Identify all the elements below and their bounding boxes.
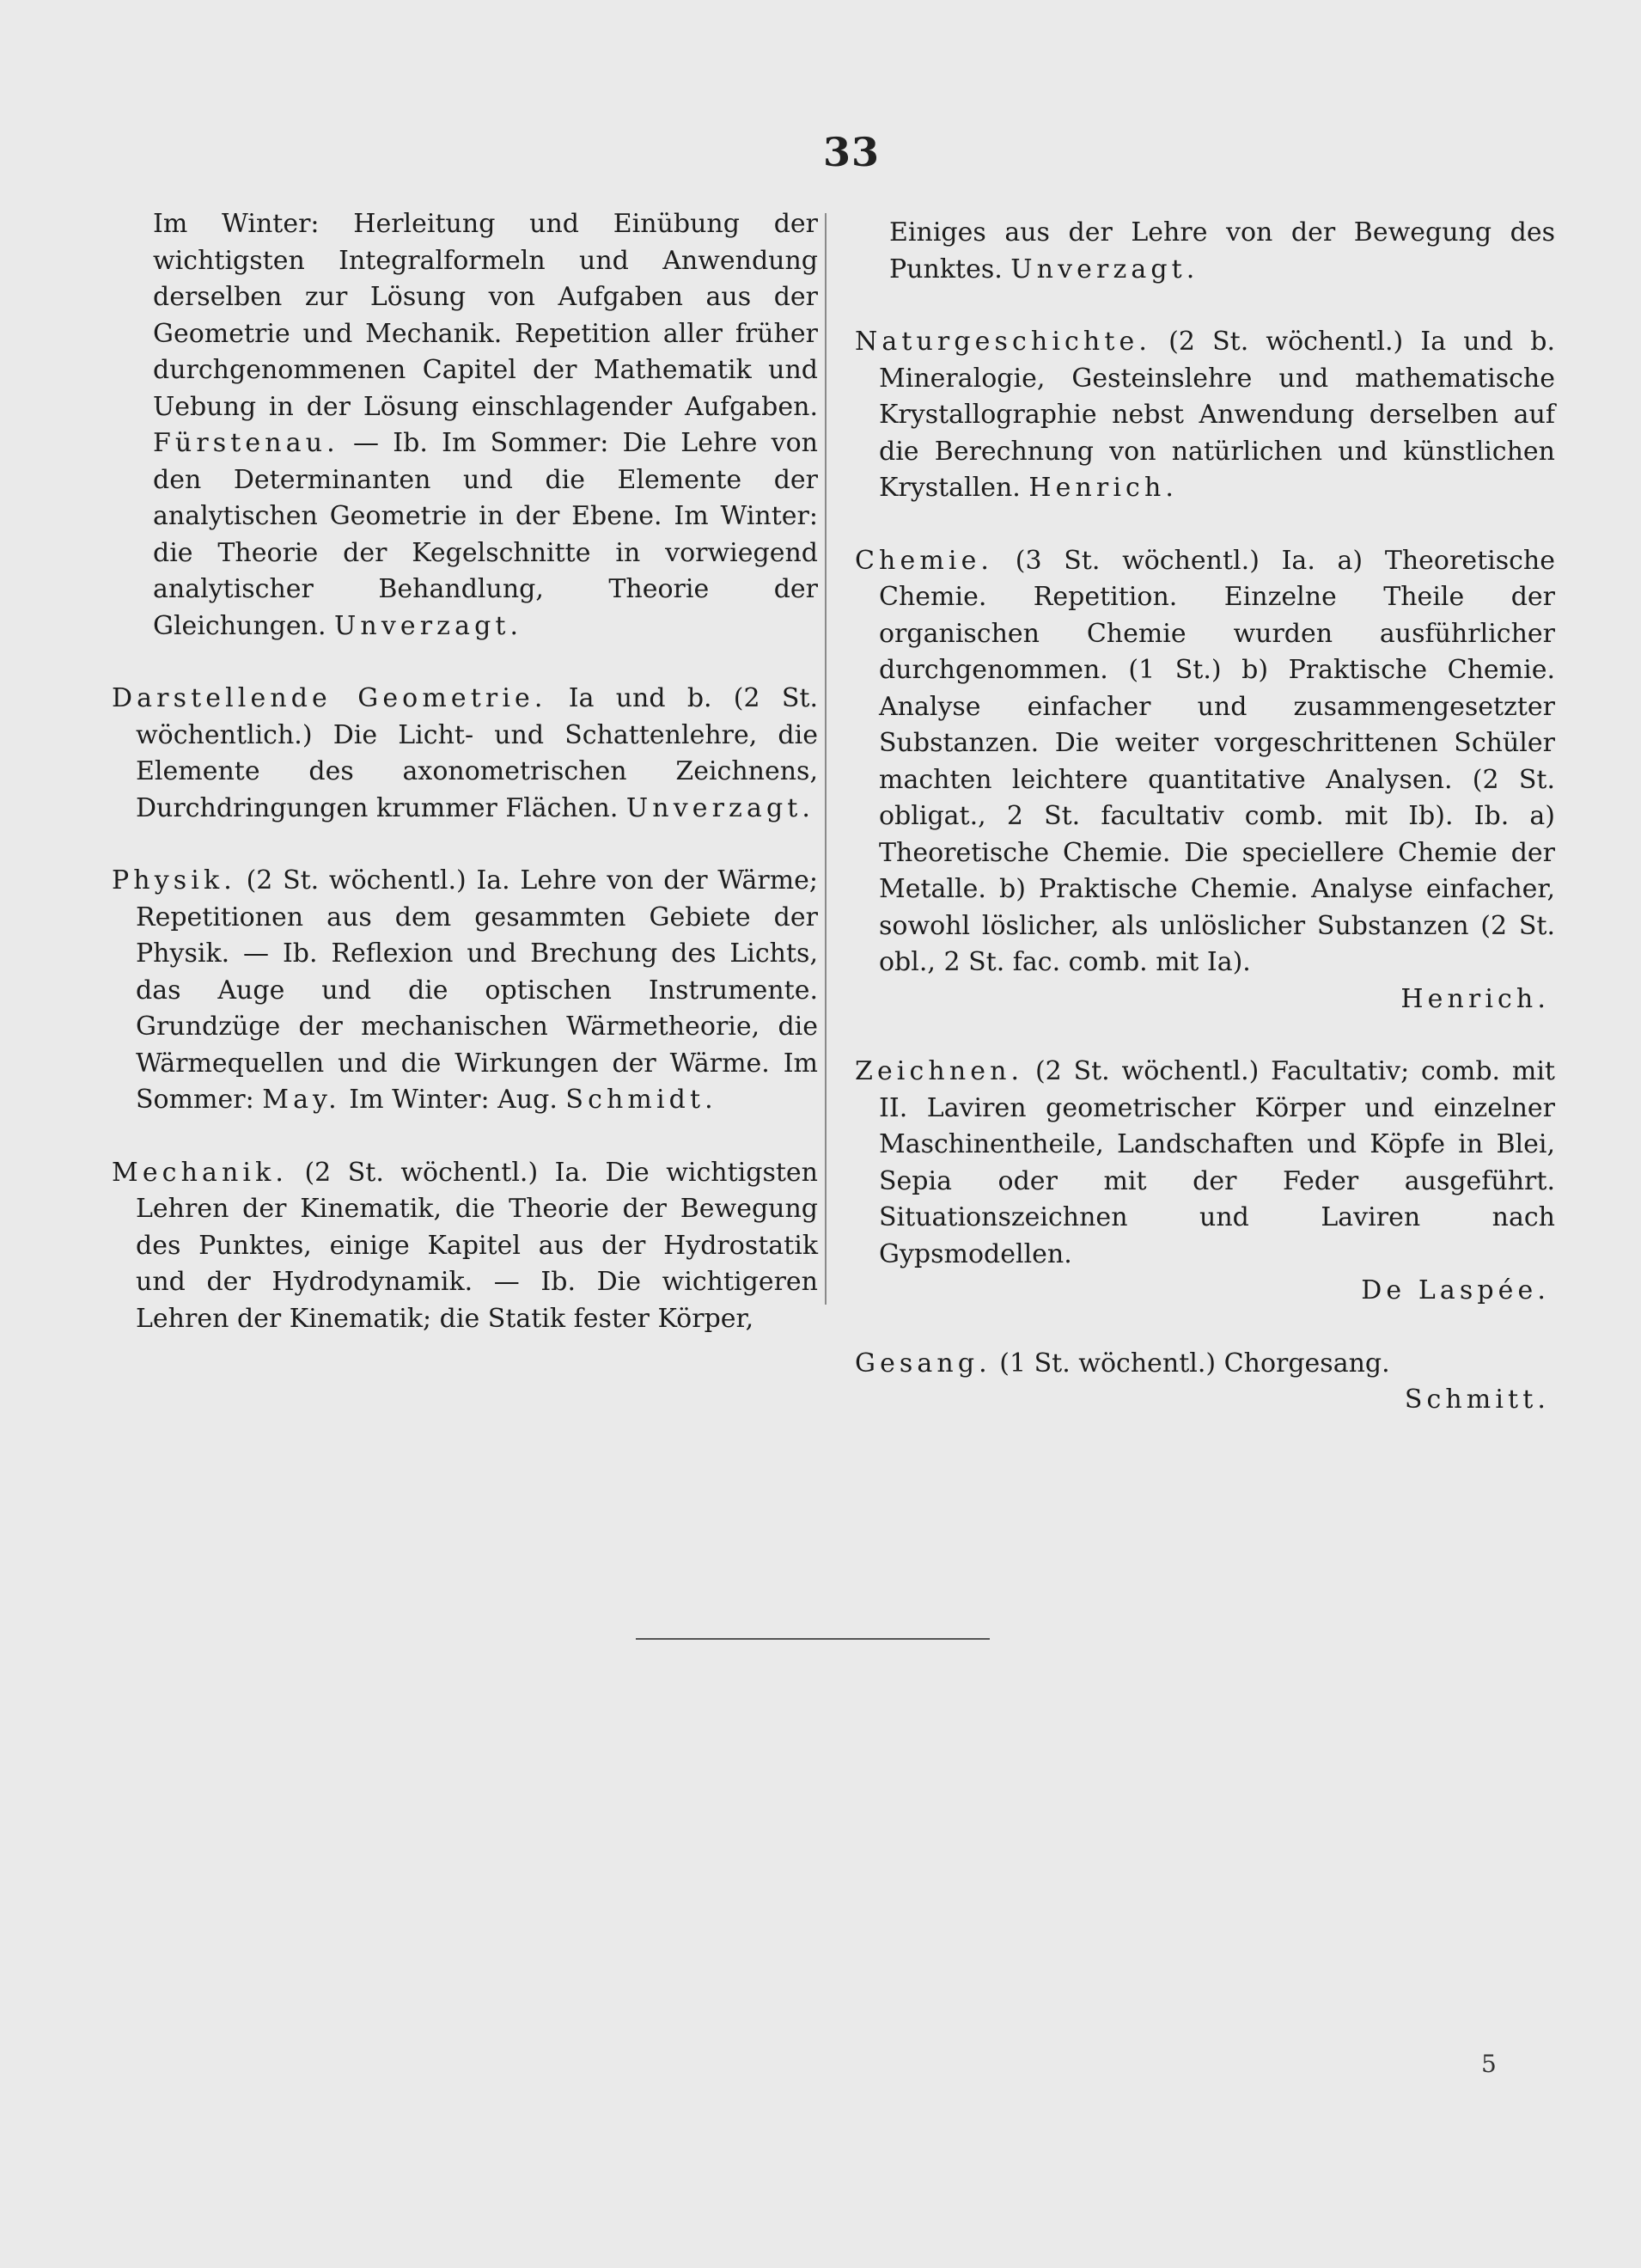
section-mechanik: Mechanik. (2 St. wöchentl.) Ia. Die wichtigsten Lehren der Kinematik, die Theorie der Bewegung des Punktes, einige Kapitel aus der Hydrostatik und der Hydrodynamik. — Ib. Die wichtigeren Lehren der Kinematik; die Statik fester Körper, xyxy=(112,1157,818,1334)
page-number: 33 xyxy=(823,129,881,175)
subject-heading: Chemie. xyxy=(855,545,994,576)
teacher-name: Unverzagt. xyxy=(1010,254,1199,284)
teacher-name: Fürstenau. xyxy=(153,428,339,458)
section-gesang: Gesang. (1 St. wöchentl.) Chorgesang. Schmitt. xyxy=(855,1346,1555,1419)
section-end-rule xyxy=(636,1638,990,1640)
section-zeichnen: Zeichnen. (2 St. wöchentl.) Facultativ; comb. mit II. Laviren geometrischer Körper und einzelner Maschinentheile, Landschaften und Köpfe in Blei, Sepia oder mit der Feder ausgeführt. Situationszeichnen und Laviren nach Gypsmodellen. De Laspée. xyxy=(855,1054,1555,1310)
section-mechanik-continued: Einiges aus der Lehre von der Bewegung des Punktes. Unverzagt. xyxy=(889,217,1555,284)
teacher-name: May. xyxy=(262,1085,341,1115)
subject-heading: Physik. xyxy=(112,865,236,896)
left-column xyxy=(112,206,818,1373)
teacher-name: Henrich. xyxy=(1028,473,1179,503)
column-divider xyxy=(825,213,827,1305)
right-column xyxy=(855,215,1555,1455)
teacher-name: Unverzagt. xyxy=(625,792,815,823)
teacher-name: Schmidt. xyxy=(565,1085,717,1115)
subject-heading: Naturgeschichte. xyxy=(855,327,1151,357)
section-naturgeschichte: Naturgeschichte. (2 St. wöchentl.) Ia und b. Mineralogie, Gesteinslehre und mathematische Krystallographie nebst Anwendung derselben auf die Berechnung von natürlichen und künstlichen Krystallen. Henrich. xyxy=(855,327,1555,503)
teacher-signature: Henrich. xyxy=(1400,983,1550,1014)
section-mathematik-continued: Im Winter: Herleitung und Einübung der wichtigsten Integralformeln und Anwendung derselben zur Lösung von Aufgaben aus der Geometrie und Mechanik. Repetition aller früher durchgenommenen Capitel der Mathematik und Uebung in der Lösung einschlagender Aufgaben. Fürstenau. — Ib. Im Sommer: Die Lehre von den Determinanten und die Elemente der analytischen Geometrie in der Ebene. Im Winter: die Theorie der Kegelschnitte in vorwiegend analytischer Behandlung, Theorie der Gleichungen. Unverzagt. xyxy=(153,209,818,641)
section-physik: Physik. (2 St. wöchentl.) Ia. Lehre von der Wärme; Repetitionen aus dem gesammten Gebiete der Physik. — Ib. Reflexion und Brechung des Lichts, das Auge und die optischen Instrumente. Grundzüge der mechanischen Wärmetheorie, die Wärmequellen und die Wirkungen der Wärme. Im Sommer: May. Im Winter: Aug. Schmidt. xyxy=(112,865,818,1115)
signature-mark: 5 xyxy=(1481,2050,1497,2078)
teacher-signature: Schmitt. xyxy=(1404,1385,1550,1415)
subject-heading: Darstellende Geometrie. xyxy=(112,683,547,713)
subject-heading: Gesang. xyxy=(855,1348,991,1379)
teacher-signature: De Laspée. xyxy=(1361,1275,1550,1305)
section-chemie: Chemie. (3 St. wöchentl.) Ia. a) Theoretische Chemie. Repetition. Einzelne Theile der organischen Chemie wurden ausführlicher durchgenommen. (1 St.) b) Praktische Chemie. Analyse einfacher und zusammengesetzter Substanzen. Die weiter vorgeschrittenen Schüler machten leichtere quantitative Analysen. (2 St. obligat., 2 St. facultativ comb. mit Ib). Ib. a) Theoretische Chemie. Die speciellere Chemie der Metalle. b) Praktische Chemie. Analyse einfacher, sowohl löslicher, als unlöslicher Substanzen (2 St. obl., 2 St. fac. comb. mit Ia). Henrich. xyxy=(855,543,1555,1018)
section-darstellende-geometrie: Darstellende Geometrie. Ia und b. (2 St. wöchentlich.) Die Licht- und Schattenlehre, die Elemente des axonometrischen Zeichnens, Durchdringungen krummer Flächen. Unverzagt. xyxy=(112,683,818,823)
subject-heading: Mechanik. xyxy=(112,1157,289,1188)
subject-heading: Zeichnen. xyxy=(855,1056,1024,1086)
teacher-name: Unverzagt. xyxy=(334,610,523,641)
